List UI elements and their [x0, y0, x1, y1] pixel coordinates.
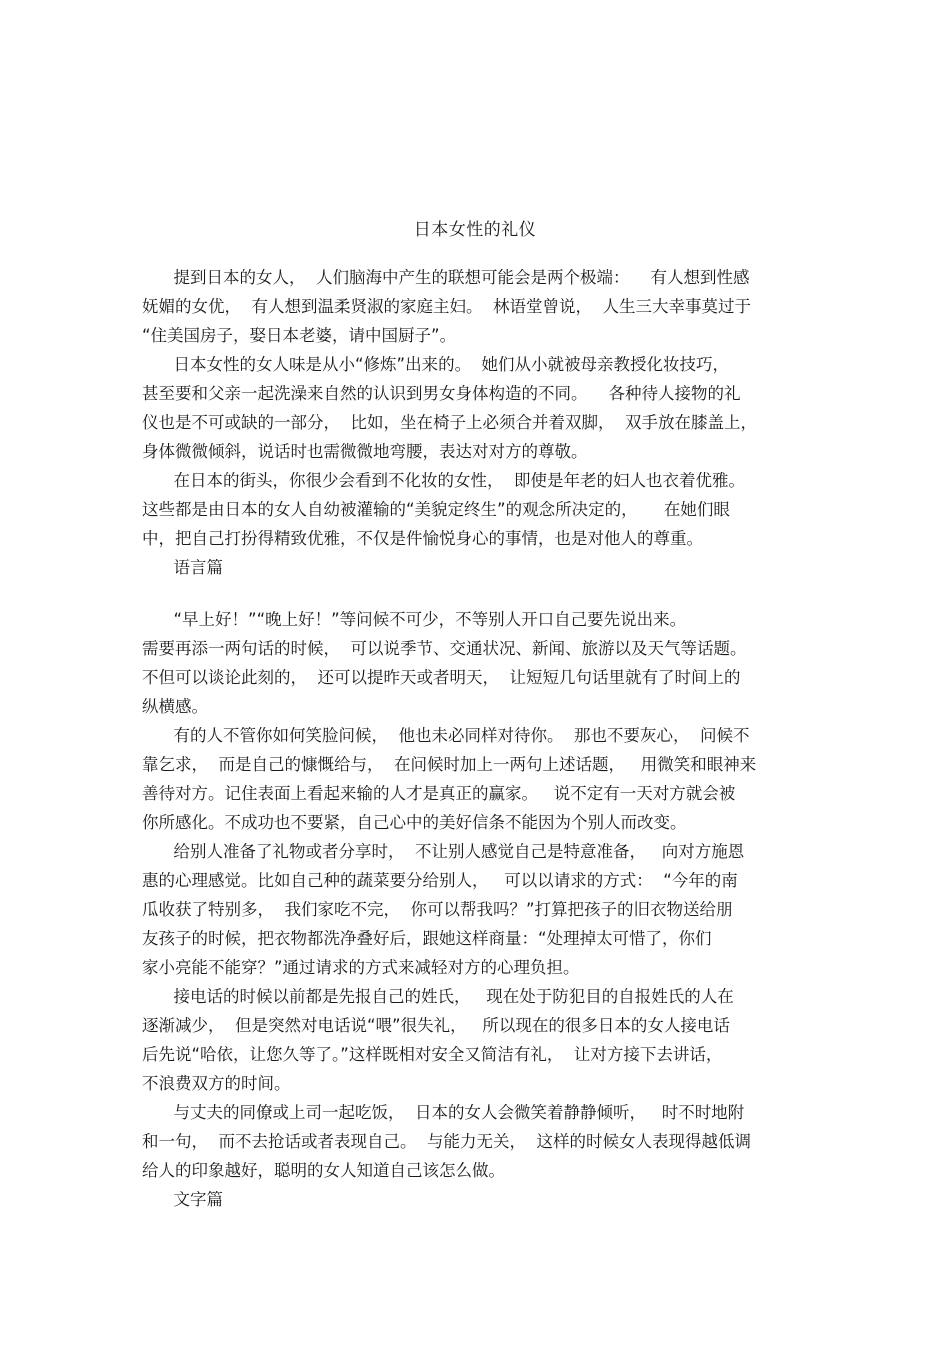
- paragraph-line: “早上好！”“晚上好！”等问候不可少，不等别人开口自己要先说出来。: [142, 610, 687, 629]
- paragraph-line: 在日本的街头，你很少会看到不化妆的女性， 即使是年老的妇人也衣着优雅。: [142, 471, 745, 490]
- paragraph-line: 仪也是不可或缺的一部分， 比如，坐在椅子上必须合并着双脚， 双手放在膝盖上，: [142, 413, 757, 432]
- paragraph-line: 后先说“哈依，让您久等了。”这样既相对安全又简洁有礼， 让对方接下去讲话，: [142, 1045, 723, 1064]
- section-heading-language: 语言篇: [142, 558, 223, 577]
- paragraph-line: 甚至要和父亲一起洗澡来自然的认识到男女身体构造的不同。 各种待人接物的礼: [142, 384, 741, 403]
- document-title: 日本女性的礼仪: [413, 220, 537, 240]
- paragraph-line: 纵横感。: [142, 697, 208, 716]
- paragraph-line: 惠的心理感觉。比如自己种的蔬菜要分给别人， 可以以请求的方式： “今年的南: [142, 871, 738, 890]
- paragraph-line: 你所感化。不成功也不要紧，自己心中的美好信条不能因为个别人而改变。: [142, 813, 687, 832]
- section-heading-writing: 文字篇: [142, 1190, 223, 1209]
- paragraph-line: 与丈夫的同僚或上司一起吃饭， 日本的女人会微笑着静静倾听， 时不时地附: [142, 1103, 745, 1122]
- paragraph-line: 需要再添一两句话的时候， 可以说季节、交通状况、新闻、旅游以及天气等话题。: [142, 639, 747, 658]
- paragraph-line: “住美国房子，娶日本老婆，请中国厨子”。: [142, 326, 457, 345]
- paragraph-line: 不但可以谈论此刻的， 还可以提昨天或者明天， 让短短几句话里就有了时间上的: [142, 668, 741, 687]
- intro-section: [142, 263, 807, 582]
- paragraph-line: 日本女性的女人味是从小“修炼”出来的。 她们从小就被母亲教授化妆技巧，: [142, 355, 730, 374]
- paragraph-line: 接电话的时候以前都是先报自己的姓氏， 现在处于防犯目的自报姓氏的人在: [142, 987, 734, 1006]
- paragraph-line: 给人的印象越好，聪明的女人知道自己该怎么做。: [142, 1161, 505, 1180]
- language-section: [142, 605, 807, 1214]
- paragraph-line: 有的人不管你如何笑脸问候， 他也未必同样对待你。 那也不要灰心， 问候不: [142, 726, 750, 745]
- paragraph-line: 提到日本的女人， 人们脑海中产生的联想可能会是两个极端： 有人想到性感: [142, 268, 750, 287]
- paragraph-line: 不浪费双方的时间。: [142, 1074, 291, 1093]
- paragraph-line: 这些都是由日本的女人自幼被灌输的“美貌定终生”的观念所决定的， 在她们眼: [142, 500, 730, 519]
- paragraph-line: 中，把自己打扮得精致优雅，不仅是件愉悦身心的事情，也是对他人的尊重。: [142, 529, 703, 548]
- paragraph-line: 给别人准备了礼物或者分享时， 不让别人感觉自己是特意准备， 向对方施恩: [142, 842, 745, 861]
- paragraph-line: 善待对方。记住表面上看起来输的人才是真正的赢家。 说不定有一天对方就会被: [142, 784, 736, 803]
- paragraph-line: 和一句， 而不去抢话或者表现自己。 与能力无关， 这样的时候女人表现得越低调: [142, 1132, 751, 1151]
- paragraph-line: 逐渐减少， 但是突然对电话说“喂”很失礼， 所以现在的很多日本的女人接电话: [142, 1016, 730, 1035]
- paragraph-line: 瓜收获了特别多， 我们家吃不完， 你可以帮我吗？”打算把孩子的旧衣物送给朋: [142, 900, 733, 919]
- paragraph-line: 靠乞求， 而是自己的慷慨给与， 在问候时加上一两句上述话题， 用微笑和眼神来: [142, 755, 757, 774]
- paragraph-line: 妩媚的女优， 有人想到温柔贤淑的家庭主妇。 林语堂曾说， 人生三大幸事莫过于: [142, 297, 751, 316]
- paragraph-line: 友孩子的时候，把衣物都洗净叠好后，跟她这样商量：“处理掉太可惜了，你们: [142, 929, 712, 948]
- paragraph-line: 身体微微倾斜，说话时也需微微地弯腰，表达对对方的尊敬。: [142, 442, 588, 461]
- paragraph-line: 家小亮能不能穿？”通过请求的方式来减轻对方的心理负担。: [142, 958, 580, 977]
